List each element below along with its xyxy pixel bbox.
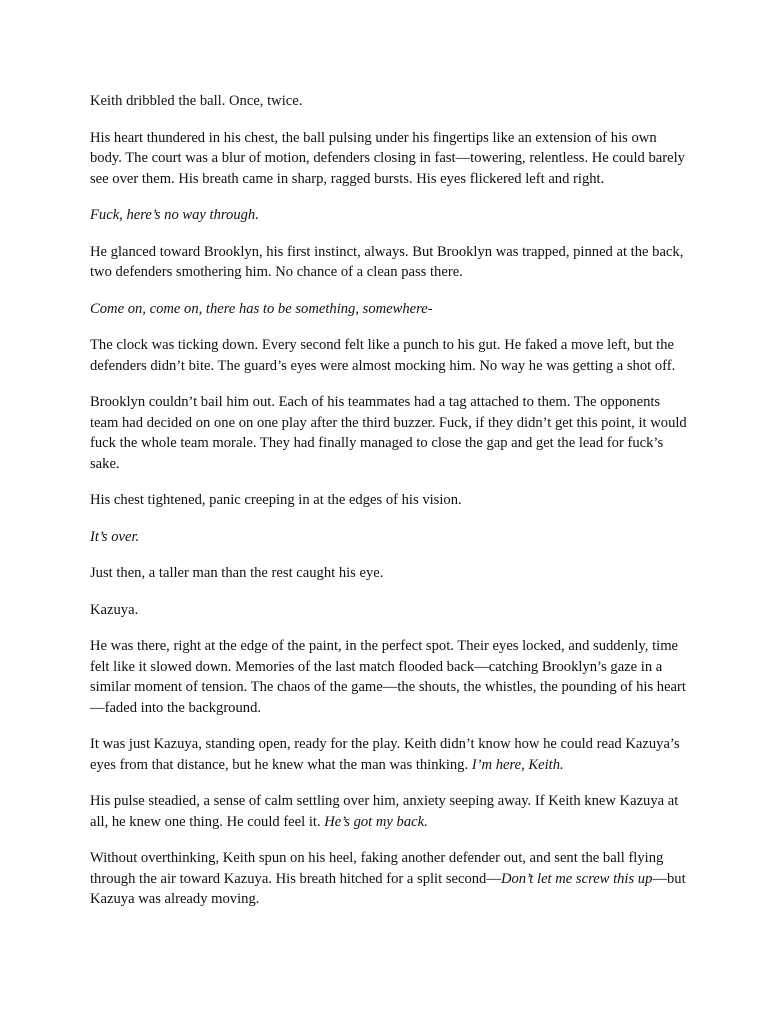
paragraph-6: The clock was ticking down. Every second felt like a punch to his gut. He faked a move left, but the defenders didn’t bite. The guard’s eyes were almost mocking him. No way he was getting a shot off. — [90, 337, 676, 374]
paragraph-7: Brooklyn couldn’t bail him out. Each of his teammates had a tag attached to them. The opponents team had decided on one on one play after the third buzzer. Fuck, if they didn’t get this point, it would fuck the whole team morale. They had finally managed to close the gap and get the lead for fuck’s sake. — [90, 394, 687, 472]
paragraph-13 — [90, 734, 690, 775]
paragraph-14-text: His pulse steadied, a sense of calm settling over him, anxiety seeping away. If Keith knew Kazuya at all, he knew one thing. He could feel it. — [90, 793, 679, 830]
paragraph-13-italic-thought: I’m here, Keith. — [471, 756, 564, 773]
paragraph-3-italic-thought: Fuck, here’s no way through. — [90, 207, 259, 223]
paragraph-2: His heart thundered in his chest, the ball pulsing under his fingertips like an extension of his own body. The court was a blur of motion, defenders closing in fast—towering, relentless. He could barely see over them. His breath came in sharp, ragged bursts. His eyes flickered left and right. — [90, 129, 685, 187]
paragraph-14 — [90, 791, 690, 832]
paragraph-4: He glanced toward Brooklyn, his first instinct, always. But Brooklyn was trapped, pinned at the back, two defenders smothering him. No chance of a clean pass there. — [90, 243, 684, 280]
paragraph-9-italic-thought: It’s over. — [90, 528, 140, 545]
paragraph-11: Kazuya. — [90, 601, 139, 618]
paragraph-15-text: Without overthinking, Keith spun on his heel, faking another defender out, and sent the ball flying through the air toward Kazuya. His breath hitched for a split second— — [90, 850, 664, 887]
document-page — [90, 91, 690, 926]
paragraph-8: His chest tightened, panic creeping in at the edges of his vision. — [90, 492, 462, 508]
paragraph-14-italic-thought: He’s got my back. — [324, 813, 428, 830]
paragraph-5-italic-thought: Come on, come on, there has to be something, somewhere- — [90, 300, 433, 317]
paragraph-10: Just then, a taller man than the rest caught his eye. — [90, 565, 384, 581]
paragraph-15 — [90, 848, 690, 910]
paragraph-13-text: It was just Kazuya, standing open, ready for the play. Keith didn’t know how he could read Kazuya’s eyes from that distance, but he knew what the man was thinking. — [90, 736, 680, 773]
paragraph-15-text-end: —but Kazuya was already moving. — [90, 870, 686, 907]
paragraph-12: He was there, right at the edge of the paint, in the perfect spot. Their eyes locked, and suddenly, time felt like it slowed down. Memories of the last match flooded back—catching Brooklyn’s gaze in a similar moment of tension. The chaos of the game—the shouts, the whistles, the pounding of his heart—faded into the background. — [90, 638, 686, 716]
paragraph-1: Keith dribbled the ball. Once, twice. — [90, 93, 303, 109]
paragraph-15-italic-thought: Don’t let me screw this up — [500, 870, 653, 887]
